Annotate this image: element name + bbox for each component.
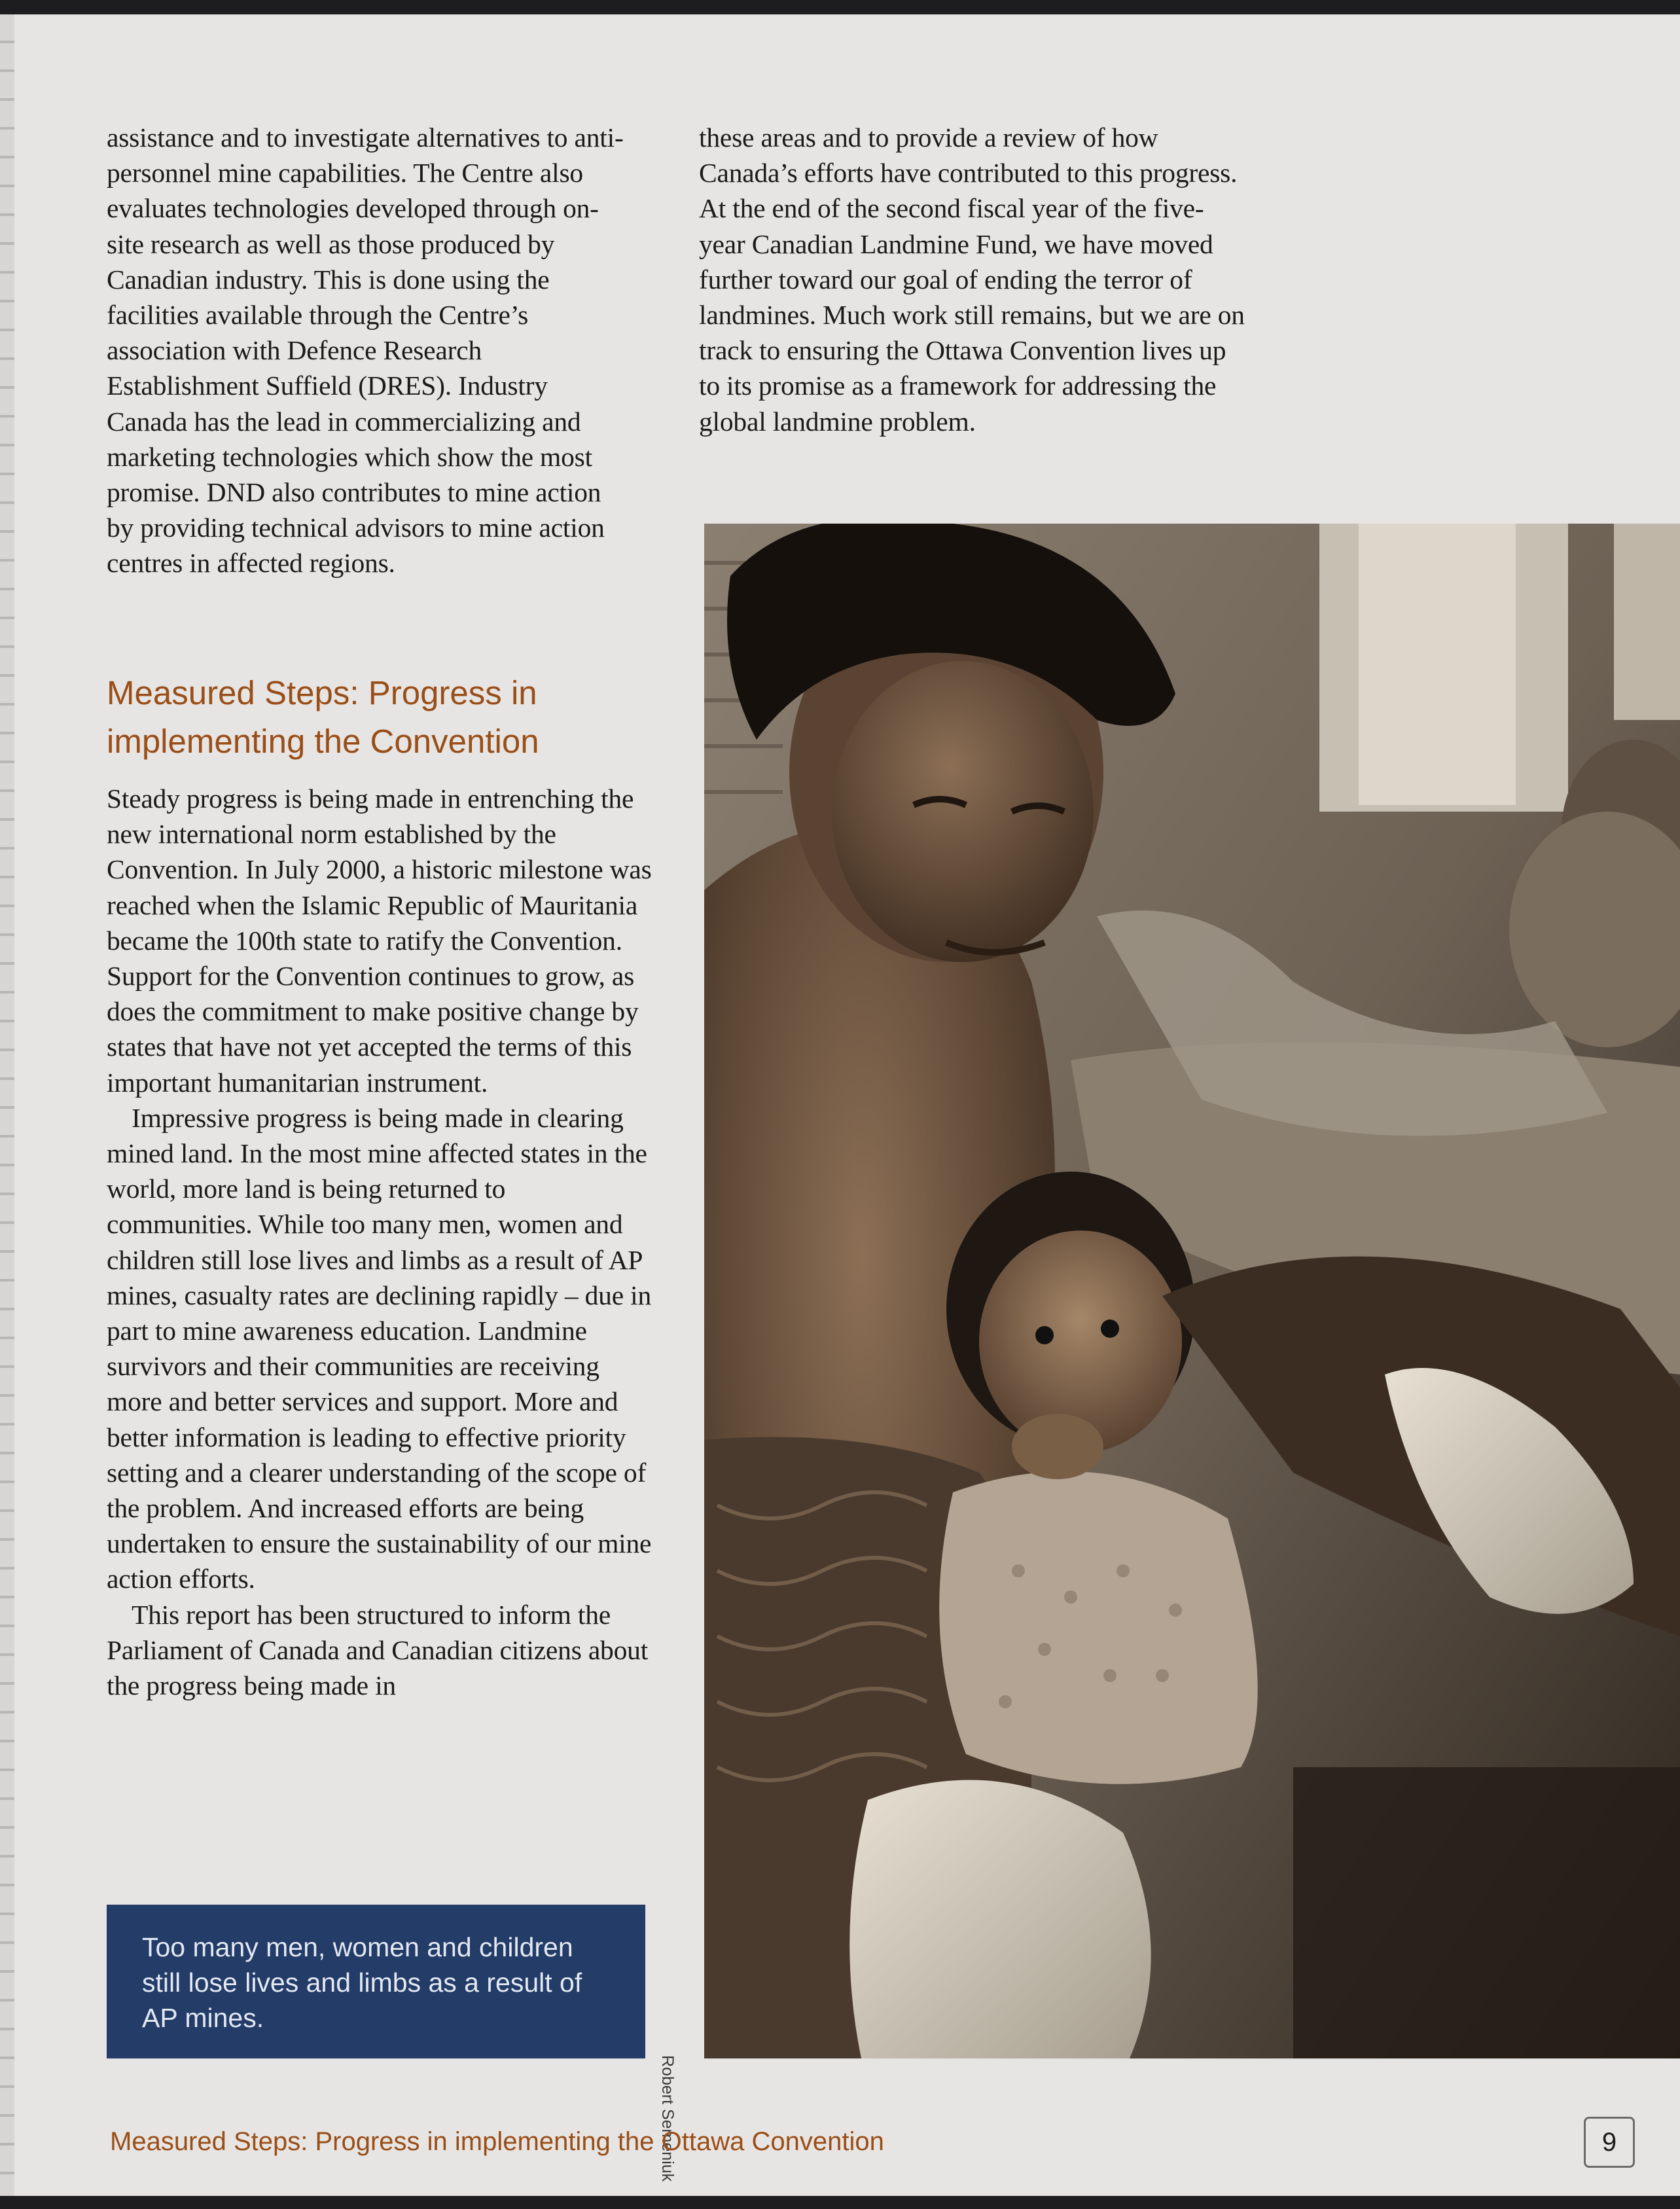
binding-edge — [0, 14, 14, 2196]
photo-man-and-child — [704, 524, 1680, 2058]
pull-quote: Too many men, women and children still lose lives and limbs as a result of AP mines. — [107, 1905, 645, 2058]
right-column-intro — [699, 120, 1249, 439]
paragraph: these areas and to provide a review of how Canada’s efforts have contributed to this progress. At the end of the second fiscal year of the five-year Canadian Landmine Fund, we have moved further toward our goal of ending the terror of landmines. Much work still remains, but we are on track to ensuring the Ottawa Convention lives up to its promise as a framework for addressing the global landmine problem. — [699, 122, 1245, 437]
left-column-intro — [107, 120, 630, 581]
section-body — [107, 781, 656, 1703]
scan-bottom-edge — [0, 2196, 1680, 2209]
paragraph: Steady progress is being made in entrenching the new international norm established by the Convention. In July 2000, a historic milestone was reached when the Islamic Republic of Mauritania became the 100th state to ratify the Convention. Support for the Convention continues to grow, as does the commitment to make positive change by states that have not yet accepted the terms of this important humanitarian instrument. — [107, 783, 652, 1098]
paragraph: assistance and to investigate alternatives to anti-personnel mine capabilities. The Centre also evaluates technologies developed through on-site research as well as those produced by Canadian industry. This is done using the facilities available through the Centre’s association with Defence Research Establishment Suffield (DRES). Industry Canada has the lead in commercializing and marketing technologies which show the most promise. DND also contributes to mine action by providing technical advisors to mine action centres in affected regions. — [107, 122, 624, 579]
paragraph: This report has been structured to inform the Parliament of Canada and Canadian citizens about the progress being made in — [107, 1599, 649, 1701]
scan-top-edge — [0, 0, 1680, 14]
footer-title: Measured Steps: Progress in implementing the Ottawa Convention — [110, 2127, 884, 2156]
photo-credit: Robert Semeniuk — [658, 2055, 677, 2182]
page-number: 9 — [1584, 2117, 1635, 2168]
paragraph: Impressive progress is being made in clearing mined land. In the most mine affected states in the world, more land is being returned to communities. While too many men, women and children still lose lives and limbs as a result of AP mines, casualty rates are declining rapidly – due in part to mine awareness education. Landmine survivors and their communities are receiving more and better services and support. More and better information is leading to effective priority setting and a clearer understanding of the scope of the problem. And increased efforts are being undertaken to ensure the sustainability of our mine action efforts. — [107, 1102, 652, 1594]
section-heading: Measured Steps: Progress in implementing the Convention — [107, 674, 539, 760]
